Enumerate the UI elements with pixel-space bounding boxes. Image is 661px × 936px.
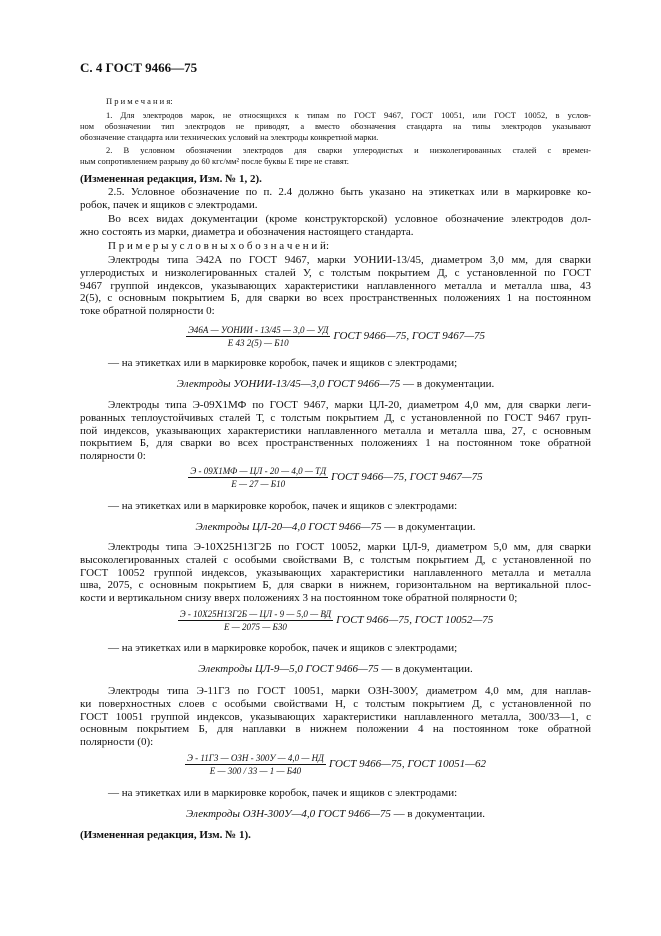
text-line: 9467 группой индексов, указывающих характеристики наплавленного металла и металла шва, 43 bbox=[80, 279, 591, 292]
example-2-text bbox=[80, 399, 591, 463]
formula-fraction bbox=[185, 752, 326, 777]
example-3-text bbox=[80, 541, 591, 605]
note-line: ным сопротивлением разрыву до 60 кгс/мм² после буквы Е тире не ставят. bbox=[80, 156, 349, 166]
example-4-formula bbox=[80, 752, 591, 777]
doc-designation: Электроды УОНИИ-13/45—3,0 ГОСТ 9466—75 bbox=[176, 378, 401, 390]
formula-fraction bbox=[188, 465, 328, 490]
text-line: полярности (0): bbox=[80, 736, 154, 749]
text-line: рованных теплоустойчивых сталей Т, с толстым покрытием Д, с установленной по ГОСТ 9467 груп- bbox=[80, 411, 591, 424]
example-1-doc bbox=[80, 378, 591, 391]
note-1 bbox=[80, 110, 591, 143]
text-line: Электроды типа Э-11Г3 по ГОСТ 10051, марки ОЗН-300У, диаметром 4,0 мм, для наплав- bbox=[108, 685, 591, 697]
formula-denominator: Е — 300 / 33 — 1 — Б40 bbox=[209, 766, 302, 776]
formula-fraction bbox=[178, 608, 333, 633]
page-header: С. 4 ГОСТ 9466—75 bbox=[80, 60, 198, 75]
formula-standard: ГОСТ 9466—75, ГОСТ 10052—75 bbox=[336, 614, 494, 626]
text-line: полярности 0: bbox=[80, 450, 146, 463]
formula-numerator: Э - 10Х25Н13Г2Б — ЦЛ - 9 — 5,0 — ВД bbox=[179, 609, 332, 619]
text-line: основным покрытием Б, для наплавки в нижнем положении 4 на постоянном токе обратной bbox=[80, 723, 591, 736]
paragraph-documentation bbox=[80, 213, 591, 239]
note-line: 2. В условном обозначении электродов для сварки углеродистых и низколегированных сталей с времен- bbox=[106, 145, 591, 155]
paragraph-2-5 bbox=[80, 186, 591, 212]
example-4-label-text: — на этикетках или в маркировке коробок, пачек и ящиков с электродами: bbox=[108, 787, 458, 799]
example-1-label-text: — на этикетках или в маркировке коробок, пачек и ящиков с электродами; bbox=[108, 357, 458, 369]
example-1-text bbox=[80, 254, 591, 318]
formula-denominator: Е — 27 — Б10 bbox=[231, 479, 286, 489]
text-line: ки поверхностных слоев с особыми свойствами Н, с толстым покрытием Д, с установленной по bbox=[80, 697, 591, 710]
note-line: ном обозначении тип электродов не приводят, а вместо обозначения стандарта на типы электродов указывают bbox=[80, 121, 591, 131]
text-line: робок, пачек и ящиков с электродами. bbox=[80, 198, 258, 211]
formula-fraction bbox=[186, 324, 330, 349]
doc-designation: Электроды ЦЛ-20—4,0 ГОСТ 9466—75 bbox=[195, 521, 382, 533]
text-line: Во всех видах документации (кроме конструкторской) условное обозначение электродов дол- bbox=[108, 213, 591, 225]
text-line: ГОСТ 10051 группой индексов, указывающих характеристики наплавленного металла, 300/33—1, с bbox=[80, 710, 591, 723]
text-line: ГОСТ 10052 группой индексов, указывающих характеристики наплавленного металла и металла bbox=[80, 566, 591, 579]
revision-note-2: (Измененная редакция, Изм. № 1). bbox=[80, 829, 251, 841]
text-line: Электроды типа Э42А по ГОСТ 9467, марки УОНИИ-13/45, диаметром 3,0 мм, для сварки bbox=[108, 254, 591, 266]
text-line: шва, 2075, с основным покрытием Б, для сварки в нижнем, горизонтальном на вертикальной плос- bbox=[80, 579, 591, 592]
text-line: токе обратной полярности 0: bbox=[80, 305, 215, 318]
formula-numerator: Э - 11Г3 — ОЗН - 300У — 4,0 — НД bbox=[187, 753, 324, 763]
text-line: Электроды типа Э-10Х25Н13Г2Б по ГОСТ 10052, марки ЦЛ-9, диаметром 5,0 мм, для сварки bbox=[108, 541, 591, 553]
text-line: жно состоять из марки, диаметра и обозначения настоящего стандарта. bbox=[80, 225, 414, 238]
formula-standard: ГОСТ 9466—75, ГОСТ 10051—62 bbox=[328, 758, 486, 770]
example-2-label-text: — на этикетках или в маркировке коробок, пачек и ящиков с электродами: bbox=[108, 500, 458, 512]
example-2-formula bbox=[80, 465, 591, 490]
text-line: покрытием Б, для сварки во всех пространственных положениях 1 на постоянном токе обратной bbox=[80, 437, 591, 450]
revision-note-1: (Измененная редакция, Изм. № 1, 2). bbox=[80, 173, 262, 185]
formula-numerator: Э - 09Х1МФ — ЦЛ - 20 — 4,0 — ТД bbox=[190, 466, 327, 476]
formula-standard: ГОСТ 9466—75, ГОСТ 9467—75 bbox=[333, 330, 485, 342]
example-3-label-text: — на этикетках или в маркировке коробок, пачек и ящиков с электродами; bbox=[108, 642, 458, 654]
notes-block bbox=[80, 96, 591, 107]
note-line: 1. Для электродов марок, не относящихся к типам по ГОСТ 9467, ГОСТ 10051, или ГОСТ 10052, в услов- bbox=[106, 110, 591, 120]
doc-tail: — в документации. bbox=[378, 663, 473, 675]
doc-tail: — в документации. bbox=[400, 378, 495, 390]
example-4-doc bbox=[80, 808, 591, 821]
example-4-text bbox=[80, 685, 591, 749]
text-line: кости и вертикальном снизу вверх положениях 3 на постоянном токе обратной полярности 0; bbox=[80, 592, 518, 605]
example-3-formula bbox=[80, 608, 591, 633]
text-line: углеродистых и низколегированных сталей У, с толстым покрытием Д, с установленной по ГОСТ bbox=[80, 266, 591, 279]
formula-denominator: Е — 2075 — Б30 bbox=[224, 622, 287, 632]
example-2-doc bbox=[80, 521, 591, 534]
doc-tail: — в документации. bbox=[381, 521, 476, 533]
doc-tail: — в документации. bbox=[390, 808, 485, 820]
doc-designation: Электроды ОЗН-300У—4,0 ГОСТ 9466—75 bbox=[186, 808, 391, 820]
example-3-doc bbox=[80, 663, 591, 676]
notes-title: П р и м е ч а н и я: bbox=[106, 96, 173, 106]
text-line: 2.5. Условное обозначение по п. 2.4 должно быть указано на этикетках или в маркировке ко- bbox=[108, 186, 591, 198]
doc-designation: Электроды ЦЛ-9—5,0 ГОСТ 9466—75 bbox=[198, 663, 379, 675]
formula-denominator: Е 43 2(5) — Б10 bbox=[227, 338, 289, 348]
examples-title: П р и м е р ы у с л о в н ы х о б о з н а ч е н и й: bbox=[108, 240, 329, 252]
formula-numerator: Э46А — УОНИИ - 13/45 — 3,0 — УД bbox=[188, 325, 329, 335]
text-line: 2(5), с основным покрытием Б, для сварки во всех пространственных положениях 1 на постоянном bbox=[80, 292, 591, 305]
formula-standard: ГОСТ 9466—75, ГОСТ 9467—75 bbox=[331, 471, 483, 483]
text-line: высоколегированных сталей с особыми свойствами В, с толстым покрытием Д, с установленной по bbox=[80, 553, 591, 566]
note-2 bbox=[80, 145, 591, 167]
text-line: пой индексов, указывающих характеристики наплавленного металла и металла шва, 27, с основным bbox=[80, 424, 591, 437]
example-1-formula bbox=[80, 324, 591, 349]
text-line: Электроды типа Э-09Х1МФ по ГОСТ 9467, марки ЦЛ-20, диаметром 4,0 мм, для сварки леги- bbox=[108, 399, 591, 411]
note-line: обозначение стандарта или технических условий на электроды конкретной марки. bbox=[80, 132, 379, 142]
